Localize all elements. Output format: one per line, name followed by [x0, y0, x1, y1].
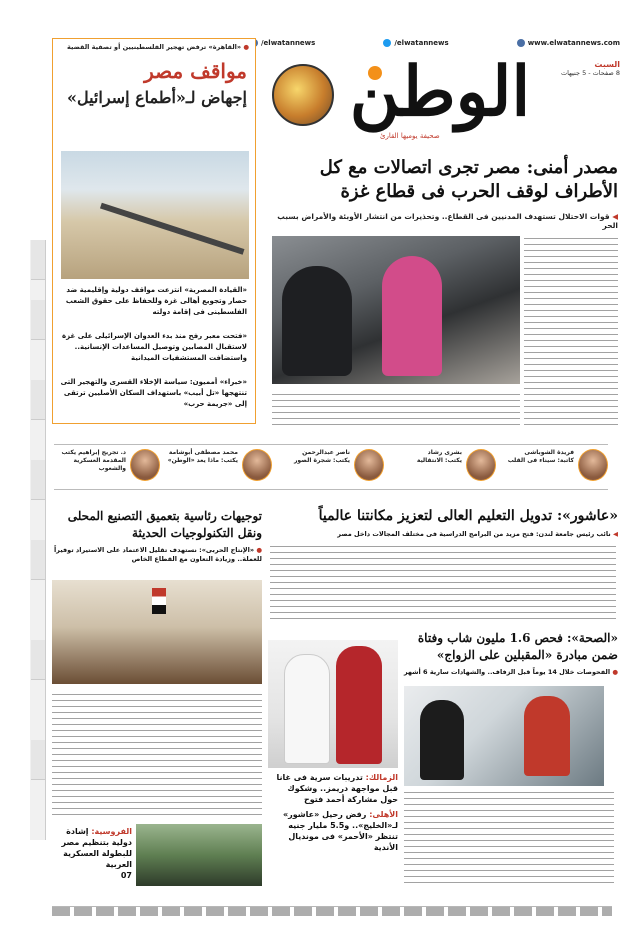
- sport-text: تدريبات سرية فى غانا قبل مواجهة دريمز.. وشكوك حول مشاركة أحمد فتوح: [276, 773, 398, 804]
- sport-label: الأهلى:: [369, 810, 398, 819]
- newspaper-logo: الوطن: [349, 52, 531, 132]
- issue-pages: 8 صفحات - 5 جنيهات: [560, 69, 620, 77]
- avatar: [466, 449, 496, 481]
- photo-figure: [382, 256, 442, 376]
- side-tag: [31, 740, 45, 780]
- website-link[interactable]: www.elwatannews.com: [517, 39, 620, 47]
- education-headline[interactable]: «عاشور»: تدويل التعليم العالى لتعزيز مكانتنا عالمياً: [318, 508, 618, 524]
- article-body: [270, 546, 616, 622]
- feature-box: [52, 38, 256, 424]
- twitter-icon: [383, 39, 391, 47]
- feature-bullet: «فتحت معبر رفح منذ بدء العدوان الإسرائيلى على غزة لاستقبال المصابين وتوصيل المساعدات الإنسانية.. واستضافت المستشفيات الميدانية: [62, 332, 247, 362]
- health-headline[interactable]: «الصحة»: فحص 1.6 مليون شاب وفتاة ضمن مبادرة «المقبلين على الزواج»: [417, 631, 618, 662]
- facebook-link[interactable]: /elwatannews: [250, 39, 315, 47]
- photo-figure: [524, 696, 570, 776]
- feature-subtitle: إجهاض لـ«أطماع إسرائيل»: [66, 88, 247, 107]
- equestrian-text: إشادة دولية بتنظيم مصر للبطولة العسكرية العربية: [61, 827, 132, 869]
- issue-meta: [540, 60, 620, 78]
- twitter-link[interactable]: /elwatannews: [383, 39, 448, 47]
- columnist-name: فريدة الشوباشى: [524, 449, 574, 456]
- flag-icon: [152, 588, 166, 614]
- columnist[interactable]: [54, 449, 160, 489]
- side-tag: [31, 640, 45, 680]
- side-tag: [31, 380, 45, 420]
- sport-text: رفض رحيل «عاشور» لـ«الخليج».. و5.5 مليار جنيه تنتظر «الأحمر» فى مونديال الأندية: [282, 810, 398, 852]
- page-number: 07: [120, 871, 132, 880]
- columnist-title: كاتبة: سيناء فى القلب: [507, 457, 574, 464]
- gaza-photo: [272, 236, 520, 384]
- feature-bullet: «خبراء» أمميون: سياسة الإخلاء القسرى والتهجير التى تنتهجها «تل أبيب» باستهداف السكان الأصليين ترتقى إلى «جريمة حرب»: [60, 378, 247, 408]
- columnist-title: المقدمة العسكرية والشعوب: [73, 457, 126, 472]
- equestrian-label: الفروسية:: [91, 827, 132, 836]
- columnist-title: يكتب: شجرة الصور: [293, 457, 350, 464]
- avatar: [578, 449, 608, 481]
- columnist[interactable]: [502, 449, 608, 489]
- photo-figure: [420, 700, 464, 780]
- globe-icon: [517, 39, 525, 47]
- education-subhead: ◀ نائب رئيس جامعة لندن: فتح مزيد من البرامج الدراسية فى مختلف المجالات داخل مصر: [278, 530, 618, 538]
- equestrian-photo: [136, 824, 262, 886]
- main-subhead: ◀ قوات الاحتلال تستهدف المدنيين فى القطاع.. وتحذيرات من انتشار الأوبئة والأمراض بسبب الحر: [262, 212, 618, 230]
- industry-headline[interactable]: توجيهات رئاسية بتعميق التصنيع المحلى ونقل التكنولوجيات الحديثة: [67, 509, 262, 540]
- photo-figure: [336, 646, 382, 764]
- columnist-name: محمد مصطفى أبوشامة: [168, 449, 238, 456]
- side-tag: [31, 300, 45, 340]
- emblem-icon: [272, 64, 334, 126]
- avatar: [130, 449, 160, 481]
- tagline: صحيفة يوميها القارئ: [380, 132, 440, 140]
- players-photo: [268, 640, 398, 768]
- feature-kicker: ● «القاهرة» ترفض تهجير الفلسطينيين أو تصفية القضية: [59, 43, 249, 51]
- meeting-photo: [52, 580, 262, 684]
- photo-figure: [282, 266, 352, 376]
- main-headline[interactable]: مصدر أمنى: مصر تجرى اتصالات مع كل الأطراف لوقف الحرب فى قطاع غزة: [319, 157, 618, 202]
- columnist[interactable]: [166, 449, 272, 489]
- side-tag: [31, 240, 45, 280]
- side-index-bar: [30, 240, 46, 840]
- sport-label: الزمالك:: [365, 773, 398, 782]
- side-tag: [31, 540, 45, 580]
- article-body: [272, 394, 520, 430]
- article-body: [52, 694, 262, 820]
- article-body: [524, 238, 618, 428]
- columnist-name: بشرى رشاد: [427, 449, 462, 456]
- columnist[interactable]: [278, 449, 384, 489]
- avatar: [354, 449, 384, 481]
- feature-title[interactable]: مواقف مصر: [144, 59, 247, 83]
- columnist-name: ناصر عبدالرحمن: [302, 449, 350, 456]
- columnist[interactable]: [390, 449, 496, 489]
- beach-photo: [61, 151, 249, 279]
- health-subhead: ● الفحوصات خلال 14 يوماً قبل الزفاف.. والشهادات سارية 6 أشهر: [398, 668, 618, 676]
- columnist-title: يكتب: ماذا يعد «الوطن»: [167, 457, 238, 464]
- masthead-links: [250, 36, 620, 50]
- equestrian-teaser[interactable]: [52, 826, 132, 881]
- side-tag: [31, 460, 45, 500]
- columnist-name: د. تجريج إبراهيم يكتب: [61, 449, 126, 456]
- masthead: [250, 52, 620, 144]
- clinic-photo: [404, 686, 604, 786]
- photo-figure: [284, 654, 330, 764]
- columnist-title: يكتب: الانتقالية: [416, 457, 462, 464]
- industry-subhead: ● «الإنتاج الحربى»: نستهدف تقليل الاعتماد على الاستيراد توفيراً للعملة.. وزيادة التعاون مع القطاع الخاص: [52, 546, 262, 564]
- columnists-row: [54, 444, 608, 490]
- sports-items[interactable]: [268, 772, 398, 853]
- article-body: [404, 792, 614, 888]
- feature-bullet: «القيادة المصرية» انتزعت مواقف دولية وإقليمية ضد حصار وتجويع أهالى غزة وللحفاظ على حقوق الشعب الفلسطينى فى إقامة دولته: [65, 286, 247, 316]
- footer-ticker: [52, 906, 612, 916]
- avatar: [242, 449, 272, 481]
- issue-day: السبت: [594, 60, 620, 69]
